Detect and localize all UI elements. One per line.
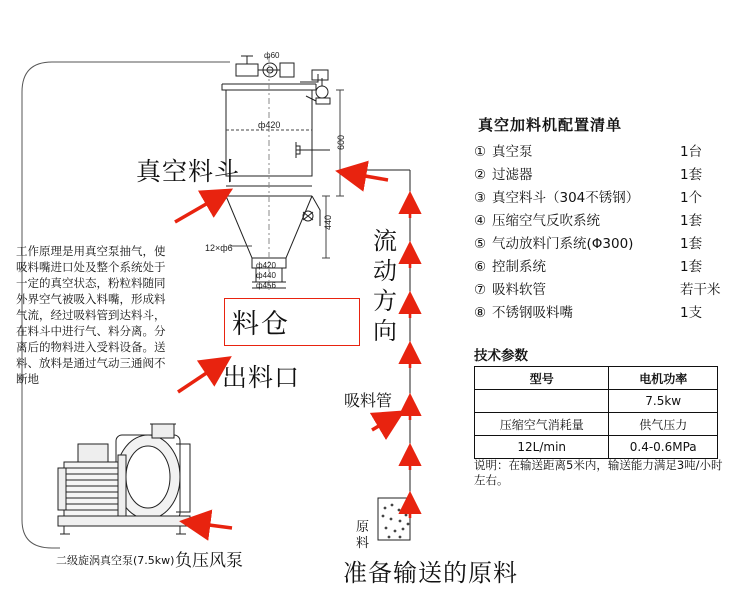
config-item-qty: 1套: [680, 213, 703, 229]
svg-text:ф440: ф440: [256, 271, 276, 280]
spec-cell: [475, 390, 609, 413]
dimension-label: 12×ф6: [205, 243, 233, 253]
config-list-item: [474, 278, 722, 301]
spec-note: 说明：在输送距离5米内，输送能力满足3吨/小时左右。: [474, 458, 723, 487]
svg-text:600: 600: [336, 134, 346, 150]
table-row: [475, 413, 718, 436]
config-item-qty: 1套: [680, 167, 703, 183]
svg-text:ф420: ф420: [256, 261, 276, 270]
svg-text:ф420: ф420: [258, 120, 281, 130]
config-list-item: [474, 232, 722, 255]
config-item-number: ①: [474, 144, 487, 160]
spec-cell: 0.4-0.6MPa: [609, 436, 718, 459]
flow-direction-label: 流动方向: [373, 227, 397, 345]
config-item-qty: 1套: [680, 236, 703, 252]
config-item-number: ⑦: [474, 282, 487, 298]
config-item-name: 过滤器: [492, 167, 533, 183]
spec-cell: 12L/min: [475, 436, 609, 459]
config-list-item: [474, 255, 722, 278]
config-item-number: ⑧: [474, 305, 487, 321]
table-row: [475, 367, 718, 390]
svg-text:440: 440: [323, 214, 333, 230]
config-item-number: ②: [474, 167, 487, 183]
config-list-title: 真空加料机配置清单: [478, 116, 623, 134]
config-list-item: [474, 209, 722, 232]
config-item-number: ⑥: [474, 259, 487, 275]
spec-cell: 型号: [475, 367, 609, 390]
spec-cell: 压缩空气消耗量: [475, 413, 609, 436]
config-item-name: 真空料斗（304不锈钢）: [492, 190, 640, 206]
vacuum-hopper-label: 真空料斗: [136, 157, 241, 186]
negative-pressure-blower-label: 负压风泵: [175, 551, 243, 571]
spec-cell: 7.5kw: [609, 390, 718, 413]
outlet-label: 出料口: [222, 363, 301, 392]
raw-material-label: 原料: [356, 520, 370, 551]
config-item-qty: 1套: [680, 259, 703, 275]
spec-cell: 电机功率: [609, 367, 718, 390]
config-list: [474, 140, 722, 324]
config-item-qty: 1台: [680, 144, 703, 160]
config-item-name: 控制系统: [492, 259, 546, 275]
config-item-number: ⑤: [474, 236, 487, 252]
working-principle-text: 工作原理是用真空泵抽气，使吸料嘴进口处及整个系统处于一定的真空状态，粉粒料随同外界空气被吸入料嘴，形成料气流，经过吸料管到达料斗，在料斗中进行气、料分离。分离后的物料进入受料设备。送料、放料是通过气动三通阀不断地: [16, 244, 166, 386]
config-list-item: [474, 301, 722, 324]
spec-table: [474, 366, 718, 459]
config-list-item: [474, 163, 722, 186]
config-item-qty: 1支: [680, 305, 703, 321]
suction-pipe-label: 吸料管: [344, 391, 393, 410]
config-item-name: 真空泵: [492, 144, 533, 160]
config-item-qty: 1个: [680, 190, 703, 206]
spec-cell: 供气压力: [609, 413, 718, 436]
pump-caption-label: 二级旋涡真空泵(7.5kw): [56, 554, 175, 567]
table-row: [475, 390, 718, 413]
config-list-item: [474, 140, 722, 163]
config-item-name: 气动放料门系统(Φ300): [492, 236, 634, 252]
svg-text:ф60: ф60: [264, 51, 280, 60]
config-item-number: ③: [474, 190, 487, 206]
silo-label: 料仓: [232, 309, 290, 340]
table-row: [475, 436, 718, 459]
config-item-name: 压缩空气反吹系统: [492, 213, 600, 229]
config-item-name: 不锈钢吸料嘴: [492, 305, 573, 321]
config-item-number: ④: [474, 213, 487, 229]
config-list-item: [474, 186, 722, 209]
spec-table-title: 技术参数: [474, 348, 528, 364]
bottom-title-label: 准备输送的原料: [343, 559, 518, 587]
config-item-name: 吸料软管: [492, 282, 546, 298]
config-item-qty: 若干米: [680, 282, 721, 298]
svg-text:ф456: ф456: [256, 281, 276, 290]
